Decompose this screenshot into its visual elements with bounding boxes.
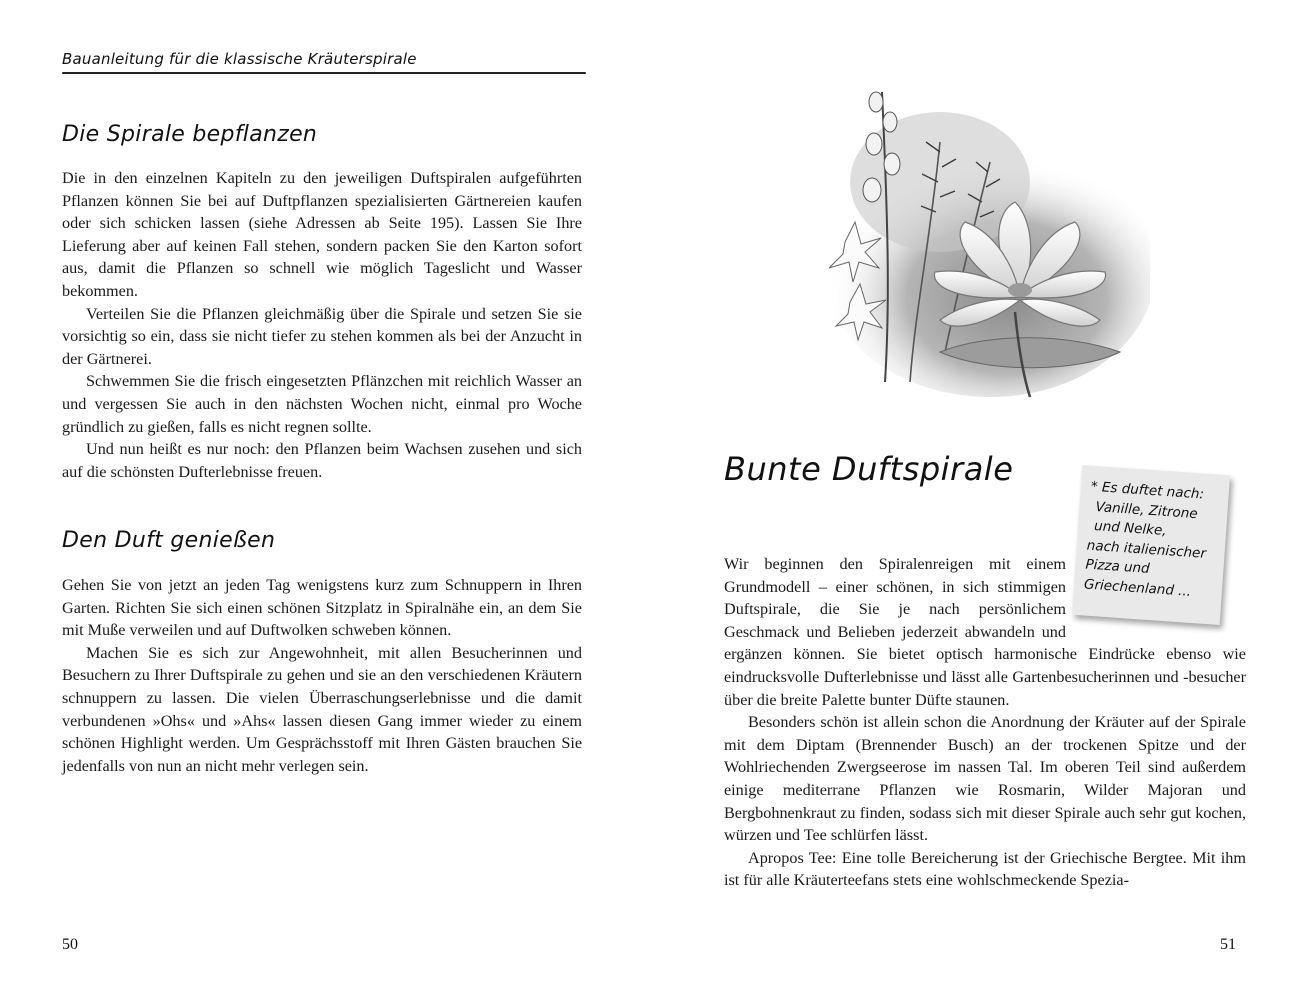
left-page xyxy=(0,0,652,1000)
paragraph: Wir beginnen den Spiralenreigen mit einem Grundmodell – einer schönen, in sich stimmigen Duftspirale, die Sie je nach persönlichem Geschmack und Belieben jederzeit abwandeln und ergänzen können. Sie bietet optisch harmonische Eindrücke ebenso wie eindrucksvolle Dufterlebnisse und lässt alle Gartenbesucherinnen und -besucher über die breite Palette bunter Düfte staunen. xyxy=(724,555,1246,709)
section-heading-bepflanzen: Die Spirale bepflanzen xyxy=(62,122,318,147)
section-body-duft xyxy=(62,574,582,777)
page-number-right: 51 xyxy=(1220,936,1236,953)
paragraph: Die in den einzelnen Kapiteln zu den jeweiligen Duftspiralen aufgeführten Pflanzen können Sie bei auf Duftpflanzen spezialisierten Gärtnereien kaufen oder sich schicken lassen (siehe Adressen ab Seite 195). Lassen Sie Ihre Lieferung aber auf keinen Fall stehen, sondern packen Sie den Karton sofort aus, damit die Pflanzen so schnell wie möglich Tageslicht und Wasser bekommen. xyxy=(62,169,582,300)
paragraph: Und nun heißt es nur noch: den Pflanzen beim Wachsen zusehen und sich auf die schönsten Dufterlebnisse freuen. xyxy=(62,440,582,481)
running-header: Bauanleitung für die klassische Kräuterspirale xyxy=(62,50,417,68)
paragraph: Gehen Sie von jetzt an jeden Tag wenigstens kurz zum Schnuppern in Ihren Garten. Richten Sie sich einen schönen Sitzplatz in Spiralnähe ein, an dem Sie mit Muße verweilen und auf Duftwolken schweben können. xyxy=(62,576,582,640)
paragraph: Machen Sie es sich zur Angewohnheit, mit allen Besucherinnen und Besuchern zu Ihrer Duftspirale zu gehen und sie an den verschiedenen Kräutern schnuppern zu lassen. Die vielen Überraschungserlebnisse und die damit verbundenen »Ohs« und »Ahs« lassen diesen Gang immer wieder zu einem schönen Highlight werden. Um Gesprächsstoff mit Ihren Gästen brauchen Sie jedenfalls von nun an nicht mehr verlegen sein. xyxy=(62,643,582,775)
chapter-body xyxy=(724,553,1246,892)
page-number-left: 50 xyxy=(62,936,78,953)
header-rule xyxy=(62,72,586,74)
right-page xyxy=(652,0,1305,1000)
note-line: nach italienischer xyxy=(1086,537,1207,562)
chapter-title: Bunte Duftspirale xyxy=(724,450,1014,488)
paragraph: Schwemmen Sie die frisch eingesetzten Pflänzchen mit reichlich Wasser an und vergessen Sie auch in den nächsten Wochen nicht, einmal pro Woche gründlich zu gießen, falls es nicht regnen sollte. xyxy=(62,372,582,436)
section-body-bepflanzen xyxy=(62,167,582,483)
section-heading-duft: Den Duft genießen xyxy=(62,528,276,553)
note-line: Pizza und xyxy=(1084,556,1151,577)
note-line: und Nelke, xyxy=(1093,518,1168,540)
paragraph: Verteilen Sie die Pflanzen gleichmäßig über die Spirale und setzen Sie sie vorsichtig so ein, dass sie nicht tiefer zu stehen kommen als bei der Anzucht in der Gärtnerei. xyxy=(62,304,582,368)
paragraph: Besonders schön ist allein schon die Anordnung der Kräuter auf der Spirale mit dem Diptam (Brennender Busch) an der trockenen Spitze und der Wohlriechenden Zwergseerose im nassen Tal. Im oberen Teil sind außerdem einige mediterrane Pflanzen wie Rosmarin, Wilder Majoran und Bergbohnenkraut zu finden, sodass sich mit dieser Spirale auch sehr gut kochen, würzen und Tee schlürfen lässt. xyxy=(724,713,1246,845)
note-line: Vanille, Zitrone xyxy=(1094,498,1199,522)
water-lily-herb-illustration-icon xyxy=(790,52,1150,412)
paragraph: Apropos Tee: Eine tolle Bereicherung ist der Griechische Bergtee. Mit ihm ist für alle Kräuterteefans stets eine wohlschmeckende Spezia- xyxy=(724,848,1246,890)
note-line: * Es duftet nach: xyxy=(1090,478,1205,503)
note-line: Griechenland ... xyxy=(1083,575,1192,600)
note-wrap-spacer xyxy=(1066,553,1246,643)
